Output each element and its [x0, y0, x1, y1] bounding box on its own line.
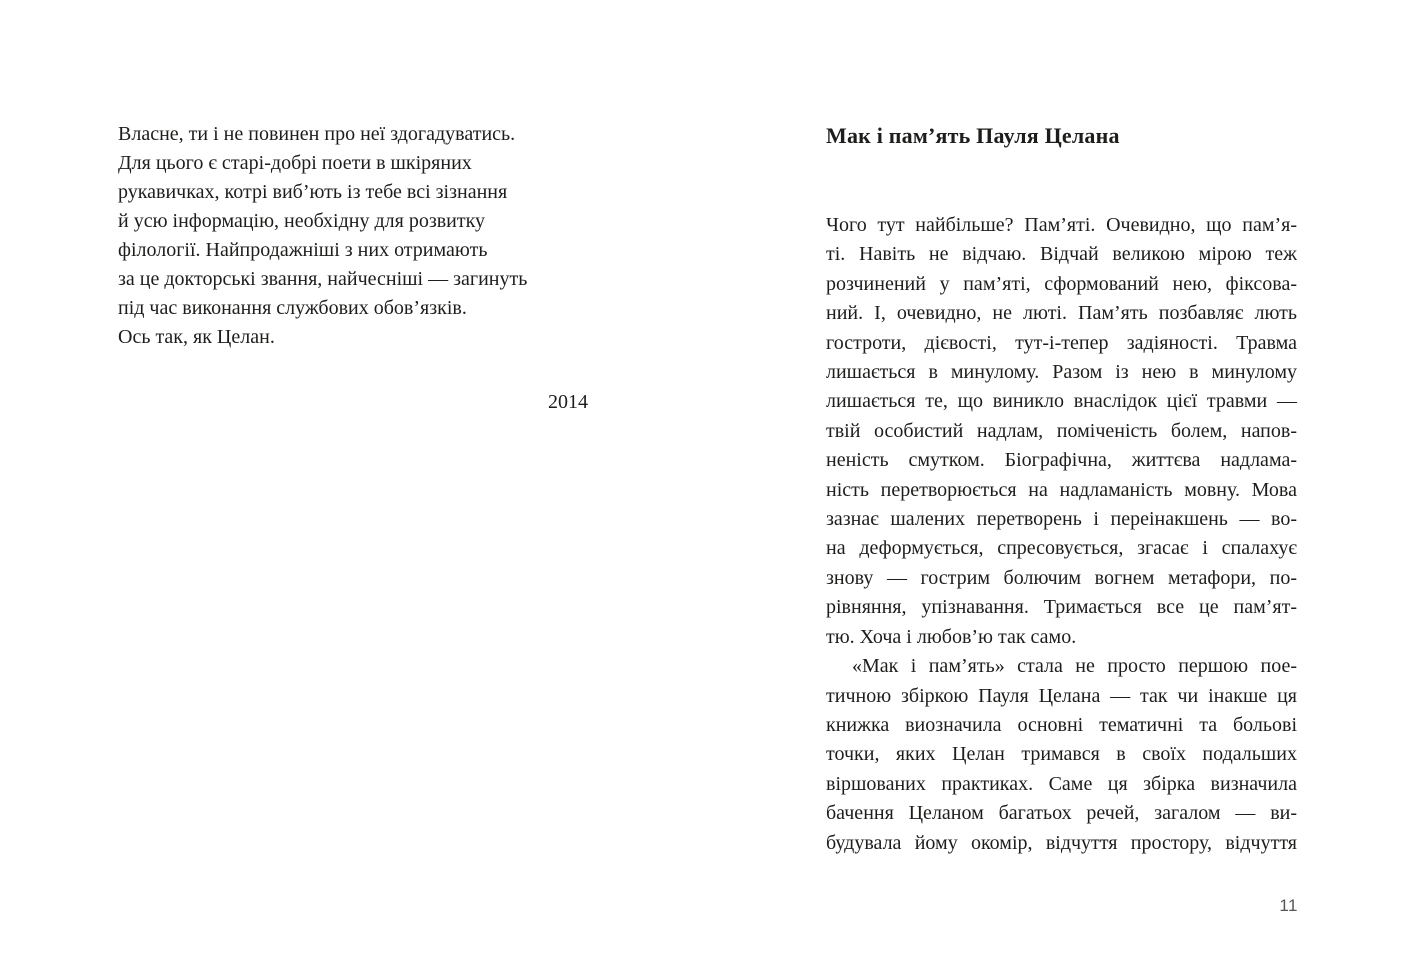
- text-line: розчинений у пам’яті, сформований нею, фіксова-: [826, 272, 1297, 295]
- text-line: за це докторські звання, найчесніші — загинуть: [118, 268, 528, 290]
- text-line: «Мак і пам’ять» стала не просто першою пое-: [852, 655, 1297, 678]
- text-line: Ось так, як Целан.: [118, 326, 275, 348]
- text-line: Власне, ти і не повинен про неї здогадуватись.: [118, 123, 516, 145]
- text-line: Для цього є старі-добрі поети в шкіряних: [118, 152, 472, 174]
- text-line: бачення Целаном багатьох речей, загалом — ви-: [826, 802, 1297, 825]
- text-line: знову — гострим болючим вогнем метафори, по-: [826, 566, 1297, 589]
- text-line: філології. Найпродажніші з них отримають: [118, 239, 488, 261]
- text-line: зазнає шалених перетворень і переінакшень — во-: [826, 508, 1297, 531]
- text-line: лишається в минулому. Разом із нею в минулому: [826, 361, 1297, 384]
- page-number: 11: [1279, 896, 1298, 915]
- text-line: під час виконання службових обов’язків.: [118, 297, 467, 319]
- essay-title: Мак і пам’ять Пауля Целана: [826, 123, 1120, 148]
- essay-body: [826, 211, 1297, 858]
- text-line: книжка виозначила основні тематичні та больові: [826, 713, 1297, 736]
- text-line: ний. І, очевидно, не люті. Пам’ять позбавляє лють: [826, 302, 1297, 325]
- text-line: віршованих практиках. Саме ця збірка визначила: [826, 772, 1297, 795]
- text-line: рукавичках, котрі виб’ють із тебе всі зізнання: [118, 181, 508, 203]
- essay-paragraph-2: [826, 652, 1297, 858]
- essay-paragraph-1: [826, 211, 1297, 652]
- text-line: гостроти, дієвості, тут-і-тепер задіяності. Травма: [826, 331, 1297, 354]
- text-line: на деформується, спресовується, згасає і спалахує: [826, 537, 1297, 560]
- right-page: [709, 0, 1418, 975]
- text-line: неність смутком. Біографічна, життєва надлама-: [826, 449, 1297, 472]
- year-line: 2014: [548, 391, 588, 413]
- text-line: тичною збіркою Пауля Целана — так чи інакше ця: [826, 684, 1297, 707]
- text-line: лишається те, що виникло внаслідок цієї травми —: [826, 390, 1297, 413]
- text-line: рівняння, упізнавання. Тримається все це пам’ят-: [826, 596, 1297, 619]
- text-line: будувала йому окомір, відчуття простору, відчуття: [826, 831, 1297, 854]
- text-line: тю. Хоча і любов’ю так само.: [826, 625, 1077, 648]
- text-line: твій особистий надлам, поміченість болем, напов-: [826, 419, 1297, 442]
- text-line: ті. Навіть не відчаю. Відчай великою мірою теж: [826, 243, 1297, 266]
- text-line: й усю інформацію, необхідну для розвитку: [118, 210, 486, 232]
- text-line: Чого тут найбільше? Пам’яті. Очевидно, що пам’я-: [826, 214, 1297, 236]
- text-line: ність перетворюється на надламаність мовну. Мова: [826, 478, 1297, 501]
- text-line: точки, яких Целан тримався в своїх подальших: [826, 743, 1297, 766]
- left-text-block: [118, 120, 588, 352]
